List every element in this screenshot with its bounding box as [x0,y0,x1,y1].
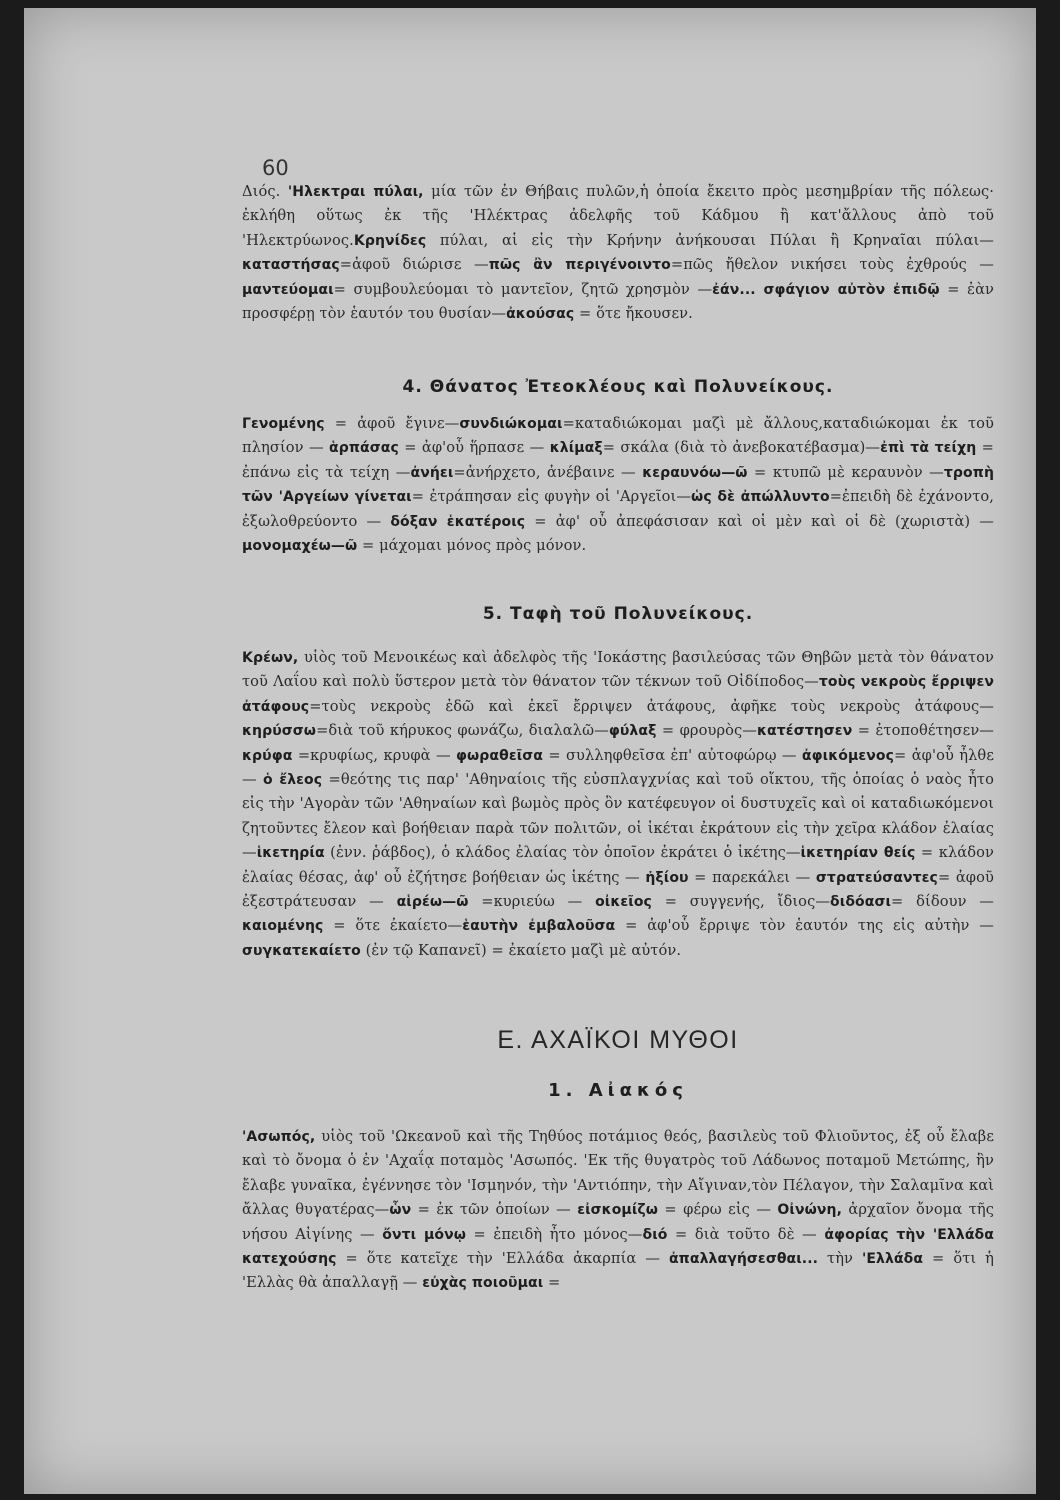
text-span: = φέρω εἰς — [658,1201,778,1219]
term: ἐάν... σφάγιον αὐτὸν ἐπιδῷ [712,281,940,298]
chapter-title: Ε. ΑΧΑΪΚΟΙ ΜΥΘΟΙ [497,1026,739,1054]
text-span: =διὰ τοῦ κήρυκος φωνάζω, διαλαλῶ— [316,722,609,740]
term: Κρέων, [242,650,299,666]
text-span: τὴν [818,1250,862,1268]
term: φύλαξ [608,723,657,740]
term: ὡς δὲ ἀπώλλυντο [691,489,830,506]
term: 'Ελλάδα [861,1251,924,1268]
text-span: =θεότης τις παρ' 'Αθηναίοις τῆς εὐσπλαγχνίας καὶ τοῦ οἴκτου, τῆς ὁποίας ὁ ναὸς ἦτο εἰς τὴν 'Αγορὰν τῶν 'Αθηναίων καὶ βωμὸς πρὸς ὃν κατέφευγον οἱ δυστυχεῖς καὶ οἱ καταδιωκόμενοι ζητοῦντες ἔλεον καὶ βοήθειαν παρὰ τῶν πολιτῶν, οἱ ἱκέται ἐκράτουν εἰς τὴν χεῖρα κλάδον ἐλαίας— [242,771,994,862]
text-span: =κρυφίως, κρυφὰ — [292,746,456,764]
term: ἀπαλλαγήσεσθαι... [668,1251,819,1268]
term: εὐχὰς ποιοῦμαι [422,1275,544,1292]
scanned-page [24,8,1036,1494]
text-span: = ἀφοῦ ἐξεστράτευσαν — [242,868,994,911]
text-span: = ἀφ' οὗ ἀπεφάσισαν καὶ οἱ μὲν καὶ οἱ δὲ (χωριστὰ) — [525,512,995,530]
text-span: = ἐκ τῶν ὁποίων — [411,1201,578,1219]
text-span: = κτυπῶ μὲ κεραυνὸν — [747,463,944,481]
text-span: =κυριεύω — [468,893,596,911]
text-span: = φρουρὸς— [656,722,757,740]
term: Οἰνώνη, [777,1202,843,1219]
section-heading-aiakos: 1. Αἰακός [548,1080,688,1101]
term: ἱκετηρίαν θείς [800,845,916,862]
text-span: = ἐπάνω εἰς τὰ τείχη — [242,439,994,481]
term: ὁ ἔλεος [263,772,323,789]
term: στρατεύσαντες [815,869,938,886]
text-span: = ἐὰν προσφέρῃ τὸν ἑαυτόν του θυσίαν— [242,280,994,323]
text-span: =ἀνήρχετο, ἀνέβαινε — [453,463,643,481]
text-span: = ἀφοῦ ἔγινε— [324,415,460,432]
text-span: πύλαι, αἱ εἰς τὴν Κρήνην ἀνήκουσαι Πύλαι ἢ Κρηναῖαι πύλαι— [426,231,994,249]
text-span: υἱὸς τοῦ 'Ωκεανοῦ καὶ τῆς Τηθύος ποτάμιος θεός, βασιλεὺς τοῦ Φλιοῦντος, ἐξ οὗ ἔλαβε καὶ τὸ ὄνομα ὁ ἐν 'Αχαΐᾳ ποταμὸς 'Ασωπός. 'Εκ τῆς θυγατρὸς τοῦ Λάδωνος ποταμοῦ Μετώπης, ἣν ἔλαβε γυναῖκα, ἐγέννησε τὸν 'Ισμηνόν, τὴν 'Αντιόπην, τὴν Αἴγιναν,τὸν Πέλαγον, τὴν Σαλαμῖνα καὶ ἄλλας θυγατέρας— [242,1128,994,1219]
term: ὧν [389,1202,412,1219]
text-span: = συλληφθεῖσα ἐπ' αὐτοφώρῳ — [543,746,802,764]
text-span: = ὅτε ἤκουσεν. [574,305,693,323]
text-span: = μάχομαι μόνος πρὸς μόνον. [357,537,587,555]
term: καταστήσας [242,257,340,274]
text-span: = ἀφ'οὗ ἥρπασε — [398,439,550,457]
text-span: = ὅτε ἐκαίετο— [323,917,463,935]
term: εἰσκομίζω [577,1202,659,1219]
paragraph-gates [242,180,994,326]
term: τοὺς νεκροὺς ἔρριψεν ἀτάφους [242,674,994,715]
text-span: = ὅτι ἡ 'Ελλὰς θὰ ἀπαλλαγῇ — [242,1250,994,1292]
term: τροπὴ τῶν 'Αργείων γίνεται [242,464,995,506]
term: ἱκετηρία [256,845,325,862]
term: 'Ασωπός, [242,1129,316,1145]
term: κεραυνόω—ῶ [642,464,748,481]
text-span: =ἐπειδὴ δὲ ἐχάνοντο, ἐξωλοθρεύοντο — [242,488,994,530]
term: αἱρέω—ῶ [396,894,469,911]
term: κατέστησεν [757,723,853,740]
text-span: υἱὸς τοῦ Μενοικέως καὶ ἀδελφὸς τῆς 'Ιοκάστης βασιλεύσας τῶν Θηβῶν μετὰ τὸν θάνατον τοῦ Λαΐου καὶ πολὺ ὕστερον μετὰ τὸν θάνατον τῶν τέκνων τοῦ Οἰδίποδος— [242,649,994,691]
term: διό [642,1226,668,1243]
paragraph-asopos [242,1125,994,1296]
text-span: =ἀφοῦ διώρισε — [339,256,489,274]
section-heading-5: 5. Ταφὴ τοῦ Πολυνείκους. [482,604,754,624]
text-span: = ἐτράπησαν εἰς φυγὴν οἱ 'Αργεῖοι— [411,488,692,506]
term: διδόασι [830,894,892,911]
term: ἀφορίας τὴν 'Ελλάδα κατεχούσης [242,1226,994,1268]
text-span: (ἐν τῷ Καπανεῖ) = ἐκαίετο μαζὶ μὲ αὐτόν. [360,941,682,959]
term: μαντεύομαι [242,281,334,298]
text-span: = δίδουν — [891,893,994,911]
term: ἀνήει [410,464,454,481]
term: κηρύσσω [242,723,317,740]
term: Κρηνίδες [353,232,427,249]
text-span: ἀρχαῖον ὄνομα τῆς νήσου Αἰγίνης — [242,1201,994,1243]
term: ἠξίου [645,869,689,886]
term: μονομαχέω—ῶ [242,538,358,555]
term: Γενομένης [242,416,325,432]
page-number: 60 [262,156,289,180]
text-span: =πῶς ἤθελον νικήσει τοὺς ἐχθρούς — [670,256,994,274]
text-span: = κλάδον ἐλαίας θέσας, ἀφ' οὗ ἐζήτησε βοήθειαν ὡς ἱκέτης — [242,844,994,886]
text-span: (ἐνν. ῥάβδος), ὁ κλάδος ἐλαίας τὸν ὁποῖον ἐκράτει ὁ ἱκέτης— [324,844,801,862]
paragraph-burial-polynices [242,646,994,963]
term: συνδιώκομαι [459,416,563,432]
term: ἐπὶ τὰ τείχη [880,440,977,457]
text-span: = ἀφ'οὗ ἔρριψε τὸν ἑαυτόν της εἰς αὐτὴν — [615,917,994,935]
term: συγκατεκαίετο [242,942,361,959]
term: ὄντι μόνῳ [382,1226,466,1243]
text-span: =καταδιώκομαι μαζὶ μὲ ἄλλους,καταδιώκομαι ἐκ τοῦ πλησίον — [242,415,994,457]
term: δόξαν ἑκατέροις [390,513,526,530]
term: 'Ηλεκτραι πύλαι, [287,184,424,200]
term: ἀφικόμενος [801,747,895,764]
term: ἑαυτὴν ἐμβαλοῦσα [462,918,616,935]
term: κρύφα [242,747,293,764]
term: καιομένης [242,918,324,935]
paragraph-death-eteocles [242,412,994,558]
term: ἀκούσας [506,306,575,323]
text-span: =τοὺς νεκροὺς ἐδῶ καὶ ἐκεῖ ἔρριψεν ἀτάφους, ἀφῆκε τοὺς νεκροὺς ἀτάφους— [309,697,994,715]
text-span: = ἐτοποθέτησεν— [852,722,994,740]
text-span: Διός. [242,183,288,200]
text-span: = συμβουλεύομαι τὸ μαντεῖον, ζητῶ χρησμὸν — [333,280,713,298]
term: ἁρπάσας [329,440,399,457]
text-span: = ὅτε κατεῖχε τὴν 'Ελλάδα ἀκαρπία — [336,1250,669,1268]
term: πῶς ἂν περιγένοιντο [488,257,671,274]
text-span: = [543,1274,561,1292]
text-span: = παρεκάλει — [688,868,816,886]
text-span: = ἐπειδὴ ἦτο μόνος— [465,1225,643,1243]
term: φωραθεῖσα [455,747,543,764]
text-span: μία τῶν ἐν Θήβαις πυλῶν,ἡ ὁποία ἔκειτο πρὸς μεσημβρίαν τῆς πόλεως· ἐκλήθη οὕτως ἐκ τῆς 'Ηλέκτρας ἀδελφῆς τοῦ Κάδμου ἢ κατ'ἄλλους ἀπὸ τοῦ 'Ηλεκτρύωνος. [242,183,994,249]
term: κλίμαξ [549,440,603,457]
text-span: = διὰ τοῦτο δὲ — [667,1225,825,1243]
section-heading-4: 4. Θάνατος Ἐτεοκλέους καὶ Πολυνείκους. [402,377,834,397]
term: οἰκεῖος [595,894,652,911]
text-span: = σκάλα (διὰ τὸ ἀνεβοκατέβασμα)— [602,439,881,457]
text-span: = συγγενής, ἴδιος— [651,893,831,911]
text-span: = ἀφ'οὗ ἦλθε— [242,746,994,789]
